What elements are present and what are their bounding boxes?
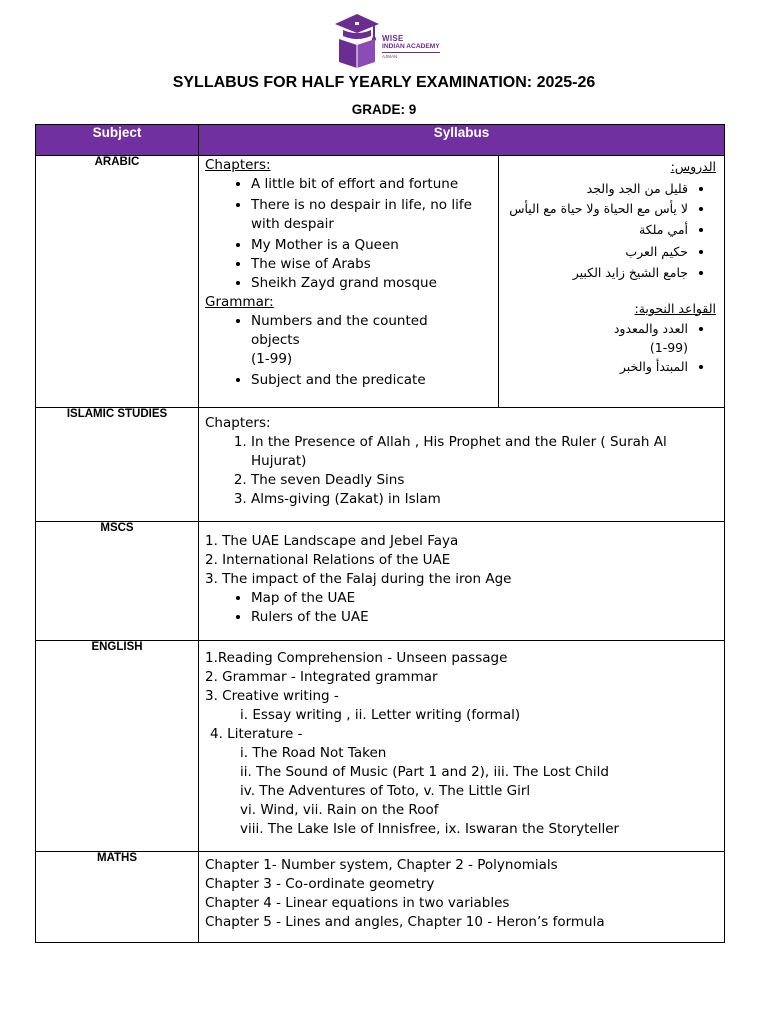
literature-item: i. The Road Not Taken [240, 745, 387, 761]
graduation-cap-book-icon [333, 12, 383, 70]
english-line: 2. Grammar - Integrated grammar [205, 669, 438, 685]
list-item: • The wise of Arabs [251, 255, 492, 274]
literature-item: vi. Wind, vii. Rain on the Roof [240, 802, 439, 818]
literature-item: ii. The Sound of Music (Part 1 and 2), iii. The Lost Child [240, 764, 609, 780]
grammar-item-extra: (1-99) [251, 351, 293, 367]
list-item: • قليل من الجد والجد [505, 178, 688, 200]
list-item: • حكيم العرب [505, 241, 688, 263]
list-item: 1. In the Presence of Allah , His Prophet and the Ruler ( Surah Al Hujurat) [251, 433, 718, 471]
table-row [36, 522, 725, 641]
islamic-chapters-label: Chapters: [205, 415, 271, 431]
list-item: • أمي ملكة [505, 219, 688, 241]
table-row [36, 641, 725, 852]
list-item: • My Mother is a Queen [251, 236, 492, 255]
logo-text-ajman: AJMAN [382, 54, 398, 59]
grammar-item-text: Numbers and the counted objects [251, 313, 428, 348]
table-row [36, 408, 725, 522]
list-item: • لا يأس مع الحياة ولا حياة مع اليأس [505, 199, 688, 219]
maths-line: Chapter 4 - Linear equations in two variables [205, 895, 510, 911]
english-line: 1.Reading Comprehension - Unseen passage [205, 650, 508, 666]
mscs-bullets [205, 589, 718, 627]
table-row [36, 156, 725, 408]
subject-maths: MATHS [36, 852, 199, 943]
arabic-chapters-label: Chapters: [205, 157, 271, 173]
list-item: • Subject and the predicate [251, 371, 492, 390]
arabic-grammar-label: Grammar: [205, 294, 274, 310]
islamic-list [205, 433, 718, 509]
subject-arabic: ARABIC [36, 156, 199, 408]
list-item: • Map of the UAE [251, 589, 718, 608]
logo-divider [382, 52, 440, 53]
mscs-line: 2. International Relations of the UAE [205, 552, 451, 568]
list-item: • A little bit of effort and fortune [251, 175, 492, 194]
literature-item: viii. The Lake Isle of Innisfree, ix. Iswaran the Storyteller [240, 821, 620, 837]
literature-item: iv. The Adventures of Toto, v. The Little Girl [240, 783, 531, 799]
list-item: • Sheikh Zayd grand mosque [251, 274, 492, 293]
page-title: SYLLABUS FOR HALF YEARLY EXAMINATION: 2025-26 [172, 74, 596, 91]
mscs-line: 3. The impact of the Falaj during the iron Age [205, 571, 512, 587]
maths-line: Chapter 3 - Co-ordinate geometry [205, 876, 435, 892]
school-logo [333, 12, 445, 70]
arabic-english-cell [199, 156, 499, 408]
subject-mscs: MSCS [36, 522, 199, 641]
arabic-arabic-cell [499, 156, 725, 408]
list-item: 3. Alms-giving (Zakat) in Islam [251, 490, 718, 509]
ar-chapters-label: الدروس: [670, 159, 716, 174]
header-subject: Subject [36, 125, 199, 156]
grade-heading: GRADE: 9 [351, 102, 417, 117]
arabic-chapters-list [205, 175, 492, 293]
list-item: • جامع الشيخ زايد الكبير [505, 262, 688, 284]
english-line: i. Essay writing , ii. Letter writing (formal) [240, 707, 521, 723]
ar-grammar-item: العدد والمعدود [613, 321, 688, 336]
ar-grammar-list [505, 319, 716, 376]
list-item: 2. The seven Deadly Sins [251, 471, 718, 490]
maths-cell [199, 852, 725, 943]
maths-line: Chapter 1- Number system, Chapter 2 - Polynomials [205, 857, 558, 873]
mscs-line: 1. The UAE Landscape and Jebel Faya [205, 533, 459, 549]
subject-islamic: ISLAMIC STUDIES [36, 408, 199, 522]
mscs-cell [199, 522, 725, 641]
list-item [505, 319, 688, 357]
list-item: • There is no despair in life, no life with despair [251, 196, 492, 234]
ar-grammar-extra: (1-99) [649, 340, 688, 355]
english-line: 4. Literature - [210, 726, 303, 742]
syllabus-table [35, 124, 725, 943]
table-header-row [36, 125, 725, 156]
islamic-cell [199, 408, 725, 522]
logo-text-wise: WISE [382, 34, 404, 43]
arabic-grammar-list [205, 312, 492, 390]
table-row [36, 852, 725, 943]
ar-grammar-label: القواعد النحوية: [634, 300, 716, 316]
english-cell [199, 641, 725, 852]
maths-line: Chapter 5 - Lines and angles, Chapter 10 - Heron’s formula [205, 914, 605, 930]
list-item: • Rulers of the UAE [251, 608, 718, 627]
ar-chapters-list [505, 178, 716, 284]
list-item [251, 312, 492, 369]
subject-english: ENGLISH [36, 641, 199, 852]
english-line: 3. Creative writing - [205, 688, 339, 704]
logo-text-academy: INDIAN ACADEMY [382, 43, 440, 50]
list-item: • المبتدأ والخبر [505, 357, 688, 376]
header-syllabus: Syllabus [199, 125, 725, 156]
